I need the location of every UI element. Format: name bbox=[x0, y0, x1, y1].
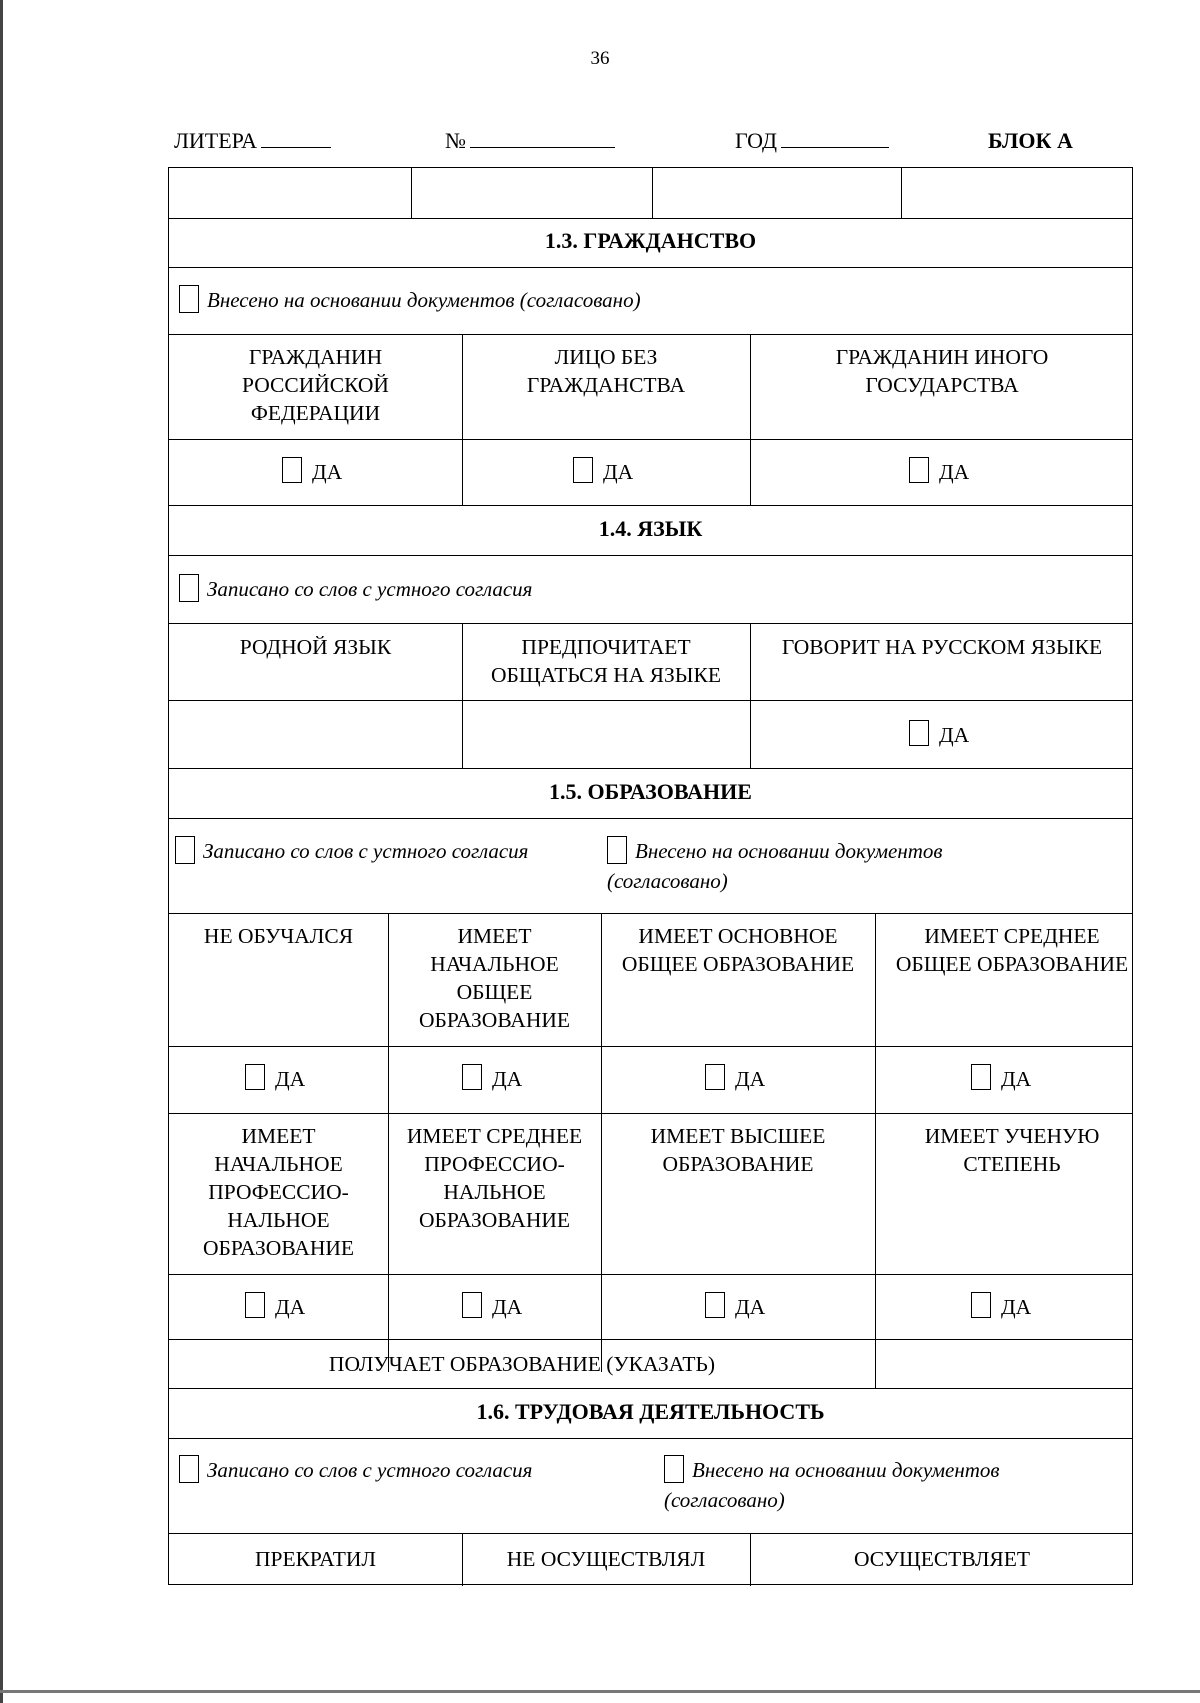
education-documents-checkbox[interactable] bbox=[607, 836, 627, 864]
employment-option-working[interactable]: ОСУЩЕСТВЛЯЕТ bbox=[853, 1547, 1031, 1571]
citizenship-yes-checkbox[interactable]: ДА bbox=[909, 457, 969, 485]
language-column-header: РОДНОЙ ЯЗЫК bbox=[239, 635, 392, 659]
education-option-label: ИМЕЕТ НАЧАЛЬНОЕ ПРОФЕССИО-НАЛЬНОЕ ОБРАЗОВАНИЕ bbox=[202, 1124, 355, 1260]
citizenship-yes-checkbox[interactable]: ДА bbox=[282, 457, 342, 485]
employment-documents-checkbox[interactable] bbox=[664, 1455, 684, 1483]
section-citizenship-title: 1.3. ГРАЖДАНСТВО bbox=[544, 228, 757, 253]
citizenship-yes-checkbox[interactable]: ДА bbox=[573, 457, 633, 485]
employment-oral-checkbox[interactable] bbox=[179, 1455, 199, 1483]
education-yes-checkbox[interactable]: ДА bbox=[971, 1064, 1031, 1092]
employment-option-never[interactable]: НЕ ОСУЩЕСТВЛЯЛ bbox=[506, 1547, 706, 1571]
education-yes-checkbox[interactable]: ДА bbox=[462, 1292, 522, 1320]
education-oral-checkbox[interactable] bbox=[175, 836, 195, 864]
education-yes-checkbox[interactable]: ДА bbox=[462, 1064, 522, 1092]
education-option-label: ИМЕЕТ НАЧАЛЬНОЕ ОБЩЕЕ ОБРАЗОВАНИЕ bbox=[418, 924, 571, 1032]
block-label: БЛОК А bbox=[988, 128, 1073, 153]
language-column-header: ПРЕДПОЧИТАЕТ ОБЩАТЬСЯ НА ЯЗЫКЕ bbox=[491, 635, 721, 687]
employment-option-stopped[interactable]: ПРЕКРАТИЛ bbox=[254, 1547, 377, 1571]
citizenship-note[interactable]: Внесено на основании документов (согласовано) bbox=[179, 285, 641, 315]
litera-label: ЛИТЕРА bbox=[174, 128, 257, 153]
education-note-right[interactable]: Внесено на основании документов (согласовано) bbox=[607, 836, 1047, 896]
speaks-russian-checkbox[interactable]: ДА bbox=[909, 720, 969, 748]
language-note[interactable]: Записано со слов с устного согласия bbox=[179, 574, 532, 604]
section-language-title: 1.4. ЯЗЫК bbox=[598, 516, 703, 541]
top-cell-3[interactable] bbox=[652, 168, 901, 218]
education-yes-checkbox[interactable]: ДА bbox=[971, 1292, 1031, 1320]
education-yes-checkbox[interactable]: ДА bbox=[705, 1064, 765, 1092]
education-note-left[interactable]: Записано со слов с устного согласия bbox=[175, 836, 555, 866]
preferred-language-input[interactable] bbox=[462, 700, 750, 768]
employment-note-right[interactable]: Внесено на основании документов (согласовано) bbox=[664, 1455, 1104, 1515]
education-option-label: ИМЕЕТ УЧЕНУЮ СТЕПЕНЬ bbox=[924, 1124, 1100, 1176]
year-label: ГОД bbox=[735, 128, 777, 153]
scan-edge-left bbox=[0, 0, 3, 1703]
education-option-label: ИМЕЕТ ОСНОВНОЕ ОБЩЕЕ ОБРАЗОВАНИЕ bbox=[621, 924, 855, 976]
current-education-input[interactable] bbox=[875, 1339, 1134, 1388]
section-employment-title: 1.6. ТРУДОВАЯ ДЕЯТЕЛЬНОСТЬ bbox=[476, 1399, 825, 1424]
number-field[interactable] bbox=[445, 128, 615, 154]
education-yes-checkbox[interactable]: ДА bbox=[245, 1064, 305, 1092]
education-option-label: ИМЕЕТ ВЫСШЕЕ ОБРАЗОВАНИЕ bbox=[650, 1124, 826, 1176]
form-table bbox=[168, 167, 1133, 1585]
education-option-label: ИМЕЕТ СРЕДНЕЕ ОБЩЕЕ ОБРАЗОВАНИЕ bbox=[895, 924, 1129, 976]
year-field[interactable] bbox=[735, 128, 889, 154]
education-yes-checkbox[interactable]: ДА bbox=[705, 1292, 765, 1320]
current-education-label: ПОЛУЧАЕТ ОБРАЗОВАНИЕ (УКАЗАТЬ) bbox=[328, 1352, 716, 1376]
top-cell-1[interactable] bbox=[169, 168, 411, 218]
citizenship-option-label: ГРАЖДАНИН РОССИЙСКОЙ ФЕДЕРАЦИИ bbox=[242, 345, 389, 425]
employment-note-left[interactable]: Записано со слов с устного согласия bbox=[179, 1455, 639, 1485]
number-label: № bbox=[445, 128, 466, 153]
page-number: 36 bbox=[590, 48, 610, 69]
language-column-header: ГОВОРИТ НА РУССКОМ ЯЗЫКЕ bbox=[781, 635, 1103, 659]
citizenship-note-checkbox[interactable] bbox=[179, 285, 199, 313]
citizenship-option-label: ГРАЖДАНИН ИНОГО ГОСУДАРСТВА bbox=[835, 345, 1049, 397]
top-cell-2[interactable] bbox=[411, 168, 652, 218]
education-option-label: ИМЕЕТ СРЕДНЕЕ ПРОФЕССИО-НАЛЬНОЕ ОБРАЗОВАНИЕ bbox=[406, 1124, 583, 1232]
litera-field[interactable] bbox=[174, 128, 331, 154]
education-option-label: НЕ ОБУЧАЛСЯ bbox=[203, 924, 354, 948]
section-education-title: 1.5. ОБРАЗОВАНИЕ bbox=[549, 779, 752, 804]
education-yes-checkbox[interactable]: ДА bbox=[245, 1292, 305, 1320]
language-note-checkbox[interactable] bbox=[179, 574, 199, 602]
native-language-input[interactable] bbox=[169, 700, 462, 768]
top-cell-4[interactable] bbox=[901, 168, 1134, 218]
citizenship-option-label: ЛИЦО БЕЗ ГРАЖДАНСТВА bbox=[526, 345, 686, 397]
scan-edge-bottom bbox=[0, 1690, 1200, 1693]
